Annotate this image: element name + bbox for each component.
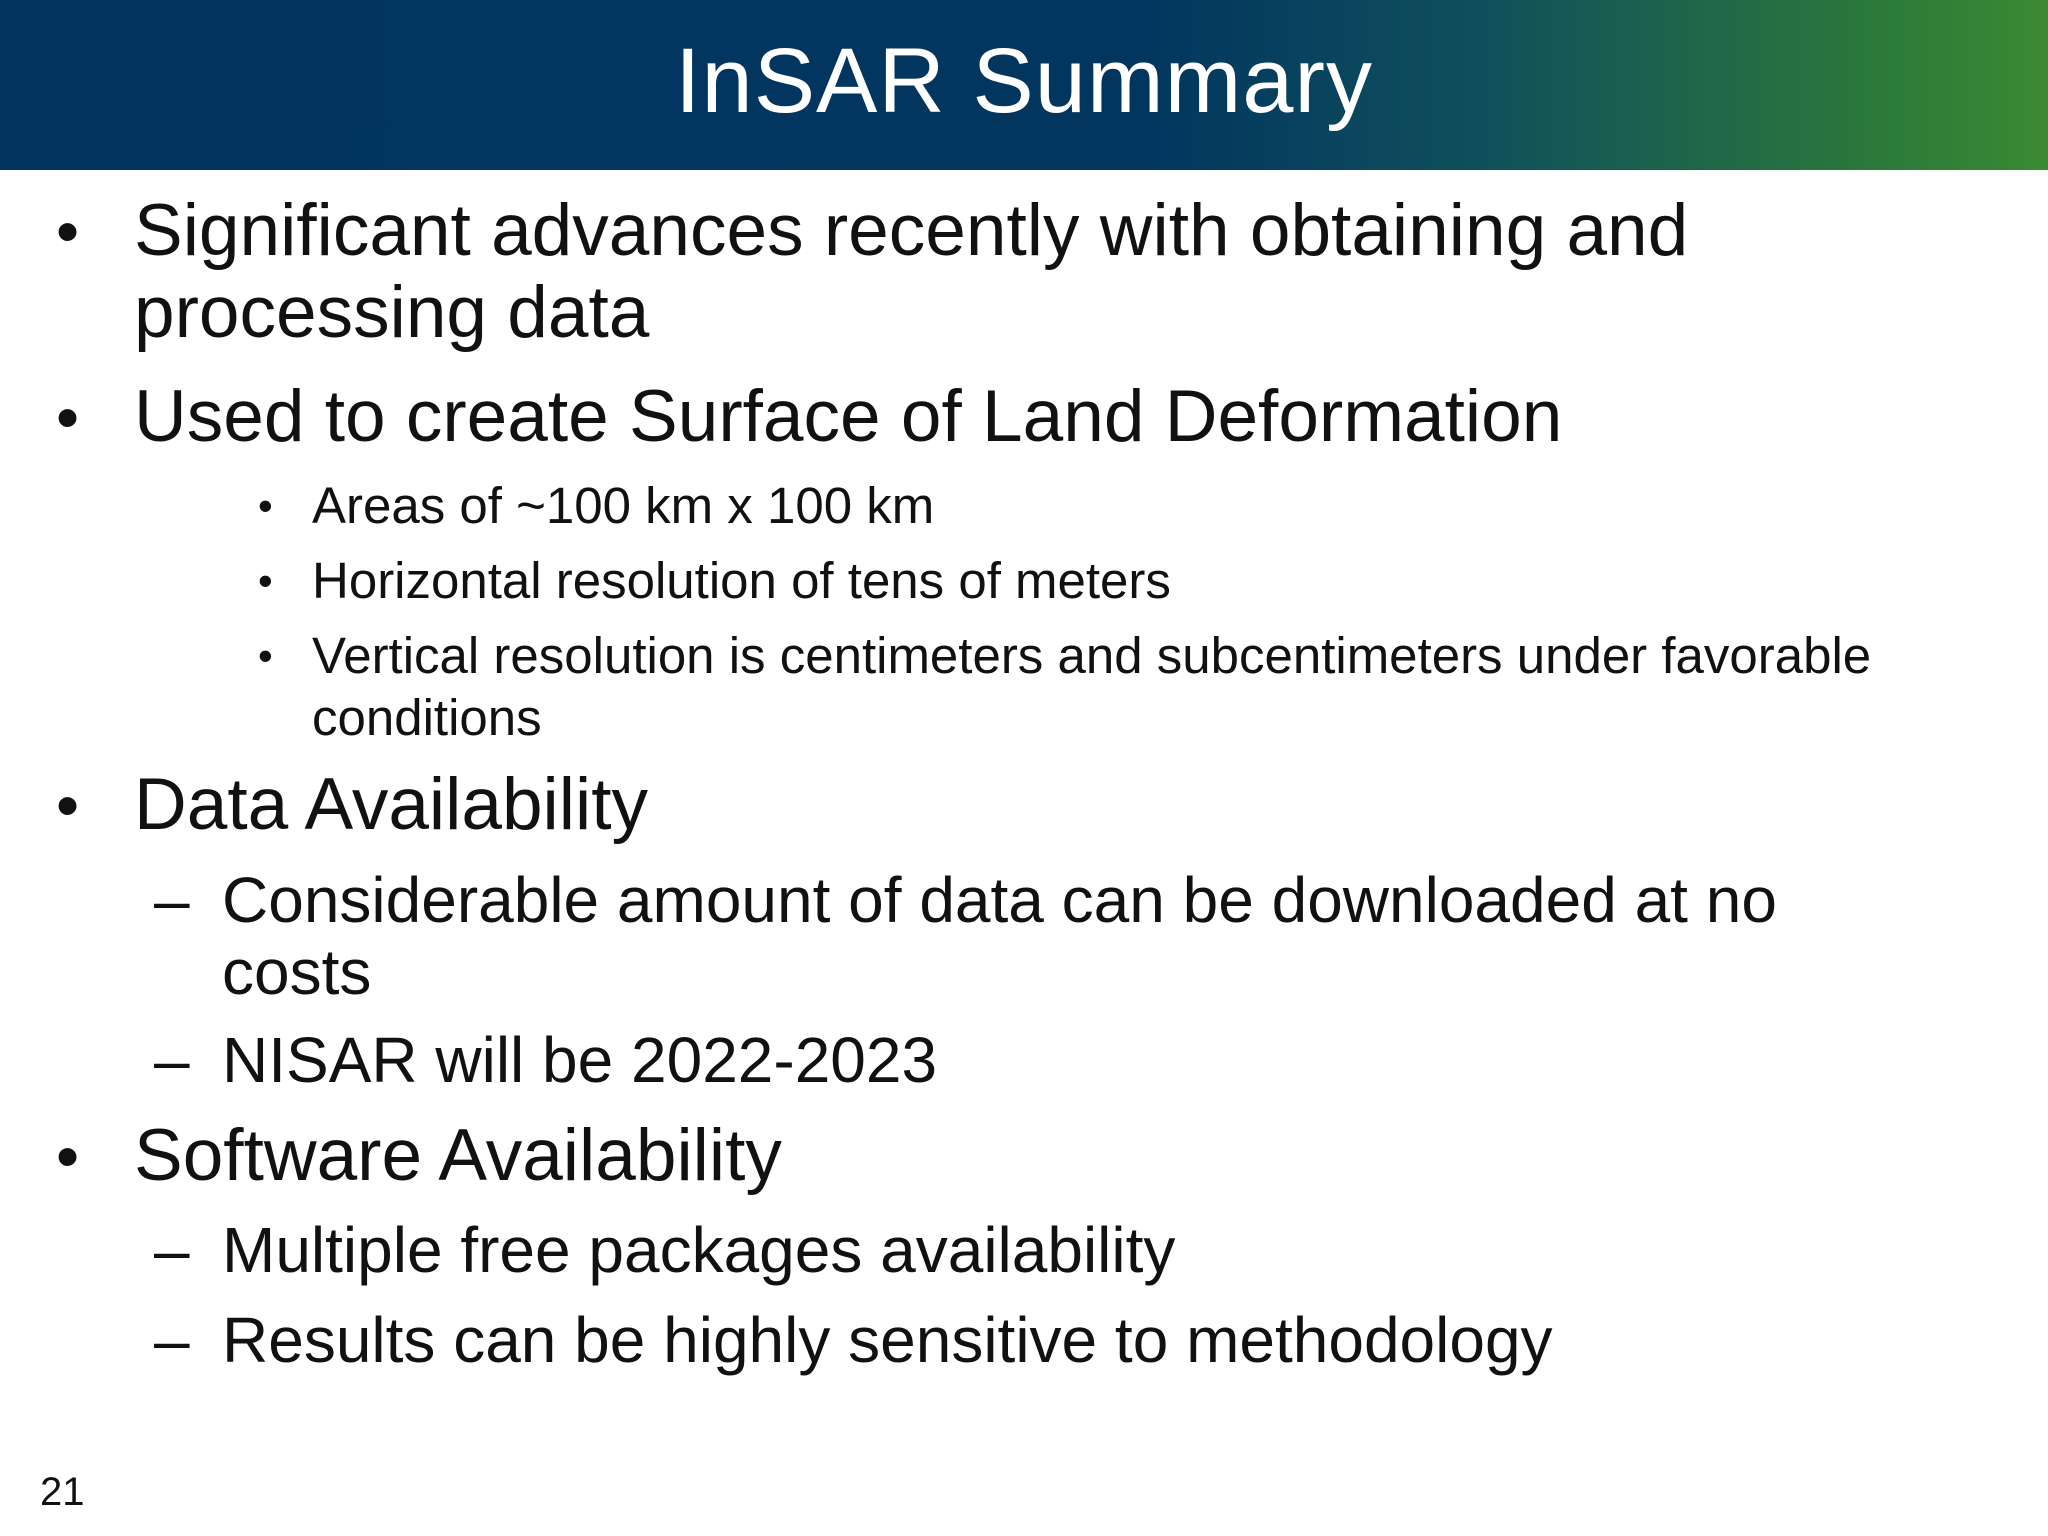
bullet-icon: • xyxy=(56,768,80,842)
bullet-item-data-availability xyxy=(56,764,1936,846)
bullet-text: Significant advances recently with obtaining and processing data xyxy=(134,190,1689,353)
dash-icon: – xyxy=(154,1214,190,1286)
dash-icon: – xyxy=(154,1304,190,1376)
bullet-icon: • xyxy=(258,632,273,679)
sub-bullet-item-horizontal xyxy=(258,550,1908,612)
dash-item-methodology xyxy=(154,1304,1874,1376)
dash-icon: – xyxy=(154,1024,190,1096)
bullet-text: Software Availability xyxy=(134,1115,782,1196)
sub-bullet-text: Areas of ~100 km x 100 km xyxy=(312,477,935,534)
bullet-item-advances xyxy=(56,190,1936,354)
bullet-icon: • xyxy=(56,1119,80,1193)
dash-item-nisar xyxy=(154,1024,1874,1096)
bullet-text: Data Availability xyxy=(134,764,648,845)
sub-bullet-item-areas xyxy=(258,475,1908,537)
slide-title: InSAR Summary xyxy=(674,30,1374,132)
page-number: 21 xyxy=(40,1470,85,1514)
bullet-text: Used to create Surface of Land Deformation xyxy=(134,376,1563,457)
dash-icon: – xyxy=(154,864,190,936)
dash-text: Considerable amount of data can be downloaded at no costs xyxy=(222,864,1777,1008)
bullet-icon: • xyxy=(258,557,273,604)
bullet-icon: • xyxy=(258,482,273,529)
dash-text: Results can be highly sensitive to methodology xyxy=(222,1304,1553,1376)
bullet-item-surface xyxy=(56,376,1936,458)
bullet-icon: • xyxy=(56,194,80,268)
dash-text: Multiple free packages availability xyxy=(222,1214,1176,1286)
bullet-item-software-availability xyxy=(56,1115,1936,1197)
dash-item-packages xyxy=(154,1214,1874,1286)
sub-bullet-text: Horizontal resolution of tens of meters xyxy=(312,552,1171,609)
bullet-icon: • xyxy=(56,380,80,454)
dash-item-download xyxy=(154,864,1874,1008)
dash-text: NISAR will be 2022-2023 xyxy=(222,1024,938,1096)
sub-bullet-item-vertical xyxy=(258,625,1908,749)
sub-bullet-text: Vertical resolution is centimeters and subcentimeters under favorable conditions xyxy=(312,627,1872,746)
